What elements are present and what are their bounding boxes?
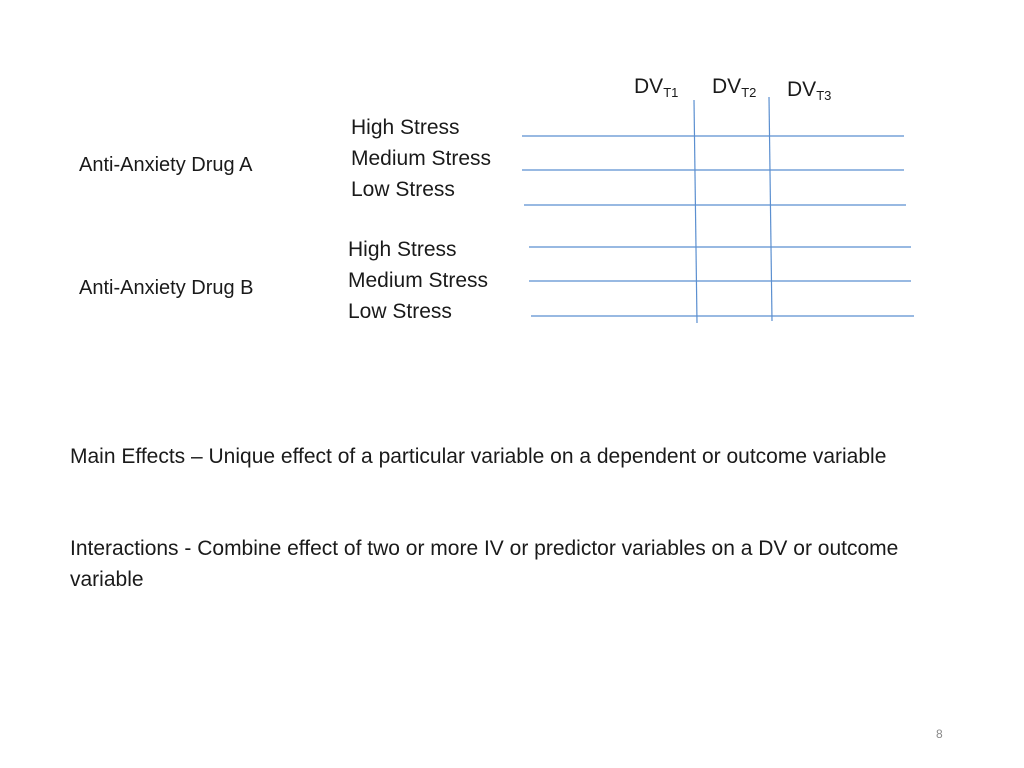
dv-t3-header: $DV_{T3}$ bbox=[787, 78, 832, 103]
stress-level-label: High Stress bbox=[351, 116, 460, 139]
dv-t2-header: $DV_{T2}$ bbox=[712, 75, 757, 100]
drug-a-label: Anti-Anxiety Drug A bbox=[79, 154, 253, 176]
main-effects-definition: Main Effects – Unique effect of a particular variable on a dependent or outcome variable bbox=[70, 445, 887, 468]
interactions-definition: Interactions - Combine effect of two or more IV or predictor variables on a DV or outcome variable bbox=[70, 537, 899, 591]
stress-level-label: Medium Stress bbox=[351, 147, 492, 170]
grid-column-line bbox=[694, 100, 697, 323]
stress-level-label: Low Stress bbox=[348, 300, 452, 323]
grid-column-line bbox=[769, 97, 772, 321]
stress-level-label: Medium Stress bbox=[348, 269, 489, 292]
stress-level-label: High Stress bbox=[348, 238, 457, 261]
dv-t1-header: $DV_{T1}$ bbox=[634, 75, 679, 100]
page-number: 8 bbox=[936, 727, 943, 741]
stress-level-label: Low Stress bbox=[351, 178, 455, 201]
drug-b-label: Anti-Anxiety Drug B bbox=[79, 277, 254, 299]
